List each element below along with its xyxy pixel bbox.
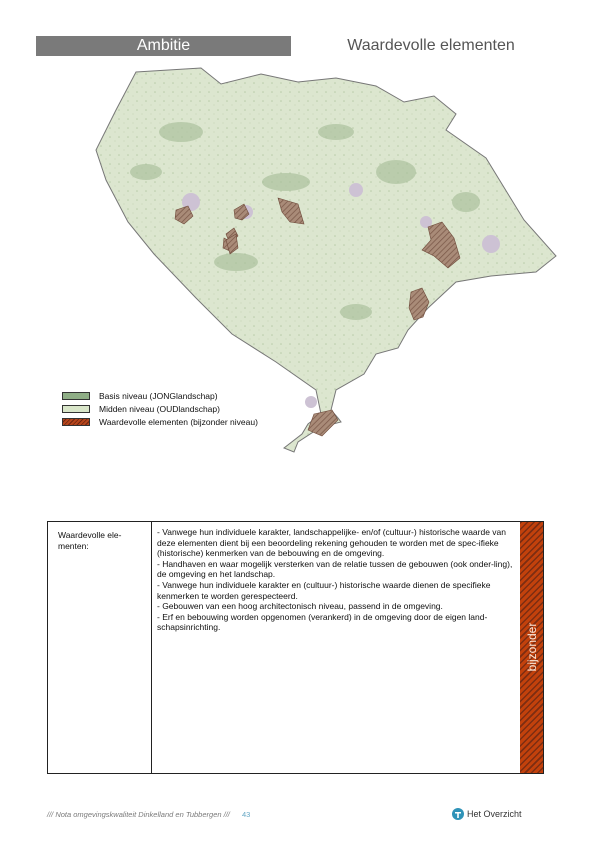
brand-name: Het Overzicht [467, 809, 522, 819]
criteria-line: - Erf en bebouwing worden opgenomen (verankerd) in de omgeving door de eigen land-schapsinrichting. [157, 611, 488, 633]
criteria-line: - Vanwege hun individuele karakter en (cultuur-) historische waarde dienen de specifieke kenmerken te worden gerespecteerd. [157, 579, 491, 601]
legend-item [62, 416, 258, 428]
criteria-label: Waardevolle ele- menten: [48, 522, 152, 773]
footer-text: /// Nota omgevingskwaliteit Dinkelland en Tubbergen /// [47, 810, 230, 819]
level-tag [520, 522, 543, 773]
legend-swatch-basis [62, 392, 90, 400]
legend-swatch-midden [62, 405, 90, 413]
legend-label: Waardevolle elementen (bijzonder niveau) [99, 417, 258, 427]
legend-label: Midden niveau (OUDlandschap) [99, 404, 220, 414]
criteria-line: - Vanwege hun individuele karakter, landschappelijke- en/of (cultuur-) historische waarde van deze elementen dient bij een beoordeling rekening gehouden te worden met de spec-ifieke (historische) kenmerken van de bebouwing en de omgeving. [157, 527, 507, 559]
criteria-text [152, 522, 521, 773]
criteria-table [47, 521, 544, 774]
map-legend [62, 390, 258, 429]
brand-logo-icon [452, 808, 464, 820]
footer [47, 810, 250, 819]
legend-label: Basis niveau (JONGlandschap) [99, 391, 218, 401]
category-title: Waardevolle elementen [347, 37, 515, 54]
criteria-line: - Handhaven en waar mogelijk versterken van de relatie tussen de gebouwen (ook onder-ling), de omgeving en het landschap. [157, 558, 513, 580]
criteria-line: - Gebouwen van een hoog architectonisch niveau, passend in de omgeving. [157, 601, 443, 612]
legend-swatch-valuable [62, 418, 90, 426]
page-number: 43 [241, 810, 251, 819]
legend-item [62, 390, 258, 402]
level-tag-label: bijzonder [524, 622, 539, 672]
legend-item [62, 403, 258, 415]
brand [452, 808, 522, 820]
ambition-header: Ambitie [36, 36, 291, 56]
